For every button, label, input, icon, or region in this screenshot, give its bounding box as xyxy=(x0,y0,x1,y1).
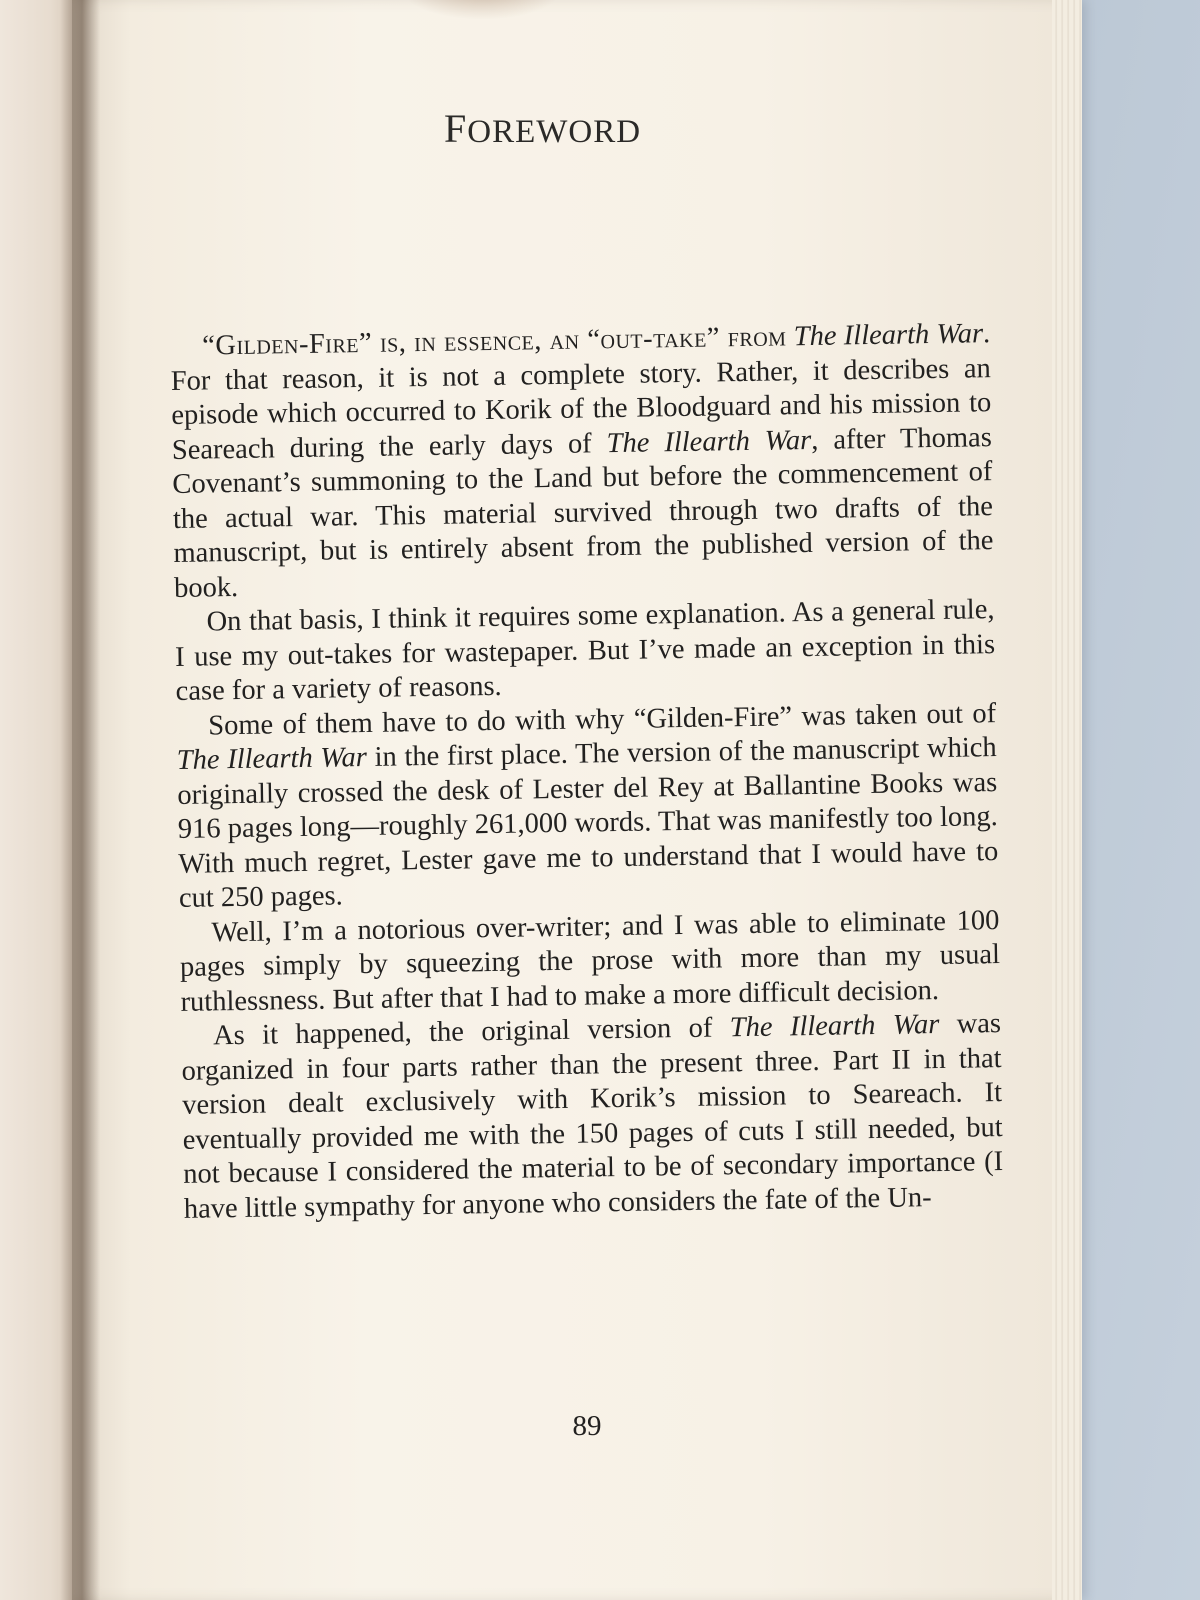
page-number: 89 xyxy=(572,1410,602,1442)
book-page xyxy=(72,0,1052,1600)
heading-rest: OREWORD xyxy=(467,114,642,150)
body-paragraph xyxy=(174,593,996,709)
spine-shadow xyxy=(60,0,100,1600)
paragraph-text: was organized in four parts rather than the present three. Part II in that version dealt exclusively with Korik’s mission to Seareach. It eventually provided me with the 150 pages of cuts I still needed, but not because I considered the material to be of secondary importance (I have little sympathy for anyone who considers the fate of the Un- xyxy=(181,1008,1004,1225)
paragraph-text: As it happened, the original version of xyxy=(212,1012,731,1052)
paragraph-text: in the first place. The version of the manuscript which originally crossed the desk of Lester del Rey at Ballantine Books was 916 pages long—roughly 261,000 words. That was manifestly too long. With much regret, Lester gave me to understand that I would have to cut 250 pages. xyxy=(177,732,999,914)
book-title-italic: The Illearth War xyxy=(793,318,984,353)
heading-initial: F xyxy=(444,106,468,151)
paragraph-text: , after Thomas Covenant’s summoning to the Land but before the commencement of the actual war. This material survived through two drafts of the manuscript, but is entirely absent from the published version of the book. xyxy=(172,421,994,604)
paragraph-text: Some of them have to do with why “Gilden-Fire” was taken out of xyxy=(207,697,997,741)
paragraph-text: . For that reason, it is not a complete story. Rather, it describes an episode which occurred to Korik of the Bloodguard and his mission to Seareach during the early days of xyxy=(170,318,992,466)
body-paragraph xyxy=(181,1007,1004,1227)
body-paragraph xyxy=(170,317,994,606)
lead-in-small-caps: “Gilden-Fire” is, in essence, an “out-take” from xyxy=(202,321,787,362)
paragraph-text: Well, I’m a notorious over-writer; and I was able to eliminate 100 pages simply by squeezing the prose with more than my usual ruthlessness. But after that I had to make a more difficult decision. xyxy=(179,904,1001,1018)
book-title-italic: The Illearth War xyxy=(729,1009,940,1044)
body-text xyxy=(170,317,1004,1227)
chapter-heading xyxy=(444,105,684,152)
body-paragraph xyxy=(179,904,1001,1020)
book-title-italic: The Illearth War xyxy=(176,741,368,776)
book-title-italic: The Illearth War xyxy=(606,424,812,459)
paragraph-text: On that basis, I think it requires some explanation. As a general rule, I use my out-takes for wastepaper. But I’ve made an exception in this case for a variety of reasons. xyxy=(174,594,996,707)
body-paragraph xyxy=(176,697,999,917)
thumb-shadow xyxy=(402,0,562,20)
